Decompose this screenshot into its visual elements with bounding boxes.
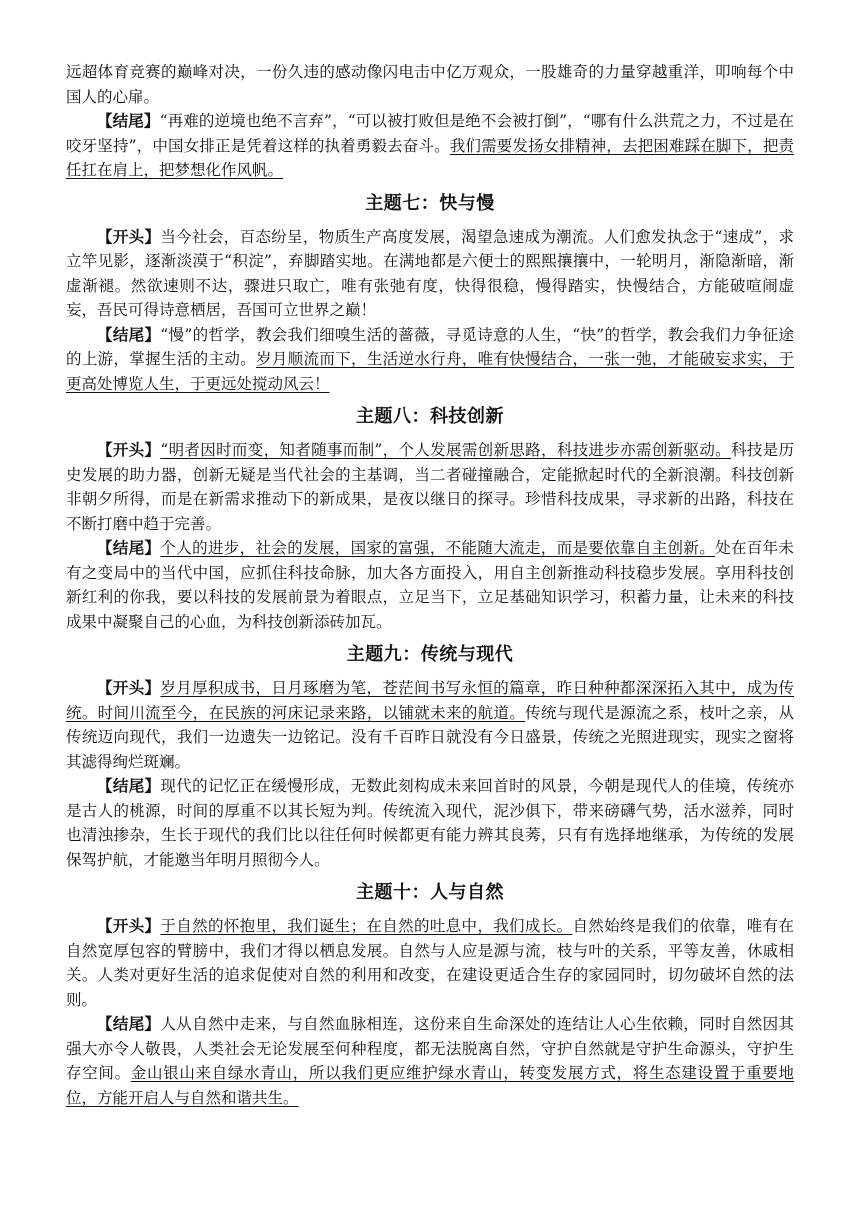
underlined-sentence: 个人的进步，社会的发展，国家的富强，不能随大流走，而是要依靠自主创新。: [160, 539, 716, 557]
opening-paragraph: 【开头】岁月厚积成书，日月琢磨为笔，苍茫间书写永恒的篇章，昨日种种都深深拓入其中，成为传统。时间川流至今，在民族的河床记录来路，以铺就未来的航道。传统与现代是源流之系，枝叶之亲，从传统迈向现代，我们一边遗失一边铭记。没有千百昨日就没有今日盛景，传统之光照进现实，现实之窗将其滤得绚烂斑斓。: [66, 678, 794, 771]
underlined-sentence: 岁月顺流而下，生活逆水行舟，唯有快慢结合，一张一弛，才能破妄求实，于更高处博览人生，于更远处搅动风云！: [66, 350, 794, 393]
ending-label: 【结尾】: [97, 776, 161, 795]
topic-section-9: [66, 640, 794, 872]
topic-section-7: [66, 189, 794, 397]
opening-label: 【开头】: [97, 226, 161, 246]
ending-paragraph: 【结尾】个人的进步，社会的发展，国家的富强，不能随大流走，而是要依靠自主创新。处在百年未有之变局中的当代中国，应抓住科技命脉，加大各方面投入，用自主创新推动科技稳步发展。享用科技创新红利的你我，要以科技的发展前景为着眼点，立足当下，立足基础知识学习，积蓄力量，让未来的科技成果中凝聚自己的心血，为科技创新添砖加瓦。: [66, 538, 794, 631]
opening-label: 【开头】: [97, 440, 161, 459]
opening-label: 【开头】: [97, 678, 161, 697]
underlined-sentence: 于自然的怀抱里，我们诞生；在自然的吐息中，我们成长。: [160, 917, 573, 935]
underlined-sentence: 金山银山来自绿水青山，所以我们更应维护绿水青山，转变发展方式，将生态建设置于重要地位，方能开启人与自然和谐共生。: [66, 1064, 794, 1107]
underlined-sentence: 我们需要发扬女排精神，去把困难踩在脚下，把责任扛在肩上，把梦想化作风帆。: [66, 136, 794, 179]
opening-paragraph: 【开头】于自然的怀抱里，我们诞生；在自然的吐息中，我们成长。自然始终是我们的依靠，唯有在自然宽厚包容的臂膀中，我们才得以栖息发展。自然与人应是源与流，枝与叶的关系，平等友善，休戚相关。人类对更好生活的追求促使对自然的利用和改变，在建设更适合生存的家园同时，切勿破坏自然的法则。: [66, 916, 794, 1009]
topic-title: 主题十：人与自然: [356, 882, 504, 903]
intro-section: [66, 60, 794, 183]
ending-label: 【结尾】: [97, 538, 161, 557]
opening-label: 【开头】: [97, 916, 161, 935]
underlined-sentence: “明者因时而变，知者随事而制”，个人发展需创新思路，科技进步亦需创新驱动。: [160, 441, 731, 459]
topic-section-10: [66, 878, 794, 1110]
ending-label: 【结尾】: [97, 324, 161, 344]
ending-paragraph: 【结尾】“慢”的哲学，教会我们细嗅生活的蔷薇，寻觅诗意的人生，“快”的哲学，教会我们力争征途的上游，掌握生活的主动。岁月顺流而下，生活逆水行舟，唯有快慢结合，一张一弛，才能破妄求实，于更高处博览人生，于更远处搅动风云！: [66, 324, 794, 393]
underlined-sentence: 岁月厚积成书，日月琢磨为笔，苍茫间书写永恒的篇章，昨日种种都深深拓入其中，成为传统。时间川流至今，在民族的河床记录来路，以铺就未来的航道。: [66, 679, 794, 722]
ending-label: 【结尾】: [97, 1014, 161, 1033]
ending-paragraph: 【结尾】人从自然中走来，与自然血脉相连，这份来自生命深处的连结让人心生依赖，同时自然因其强大亦令人敬畏，人类社会无论发展至何种程度，都无法脱离自然，守护自然就是守护生命源头，守护生存空间。金山银山来自绿水青山，所以我们更应维护绿水青山，转变发展方式，将生态建设置于重要地位，方能开启人与自然和谐共生。: [66, 1014, 794, 1107]
ending-label: 【结尾】: [97, 111, 160, 130]
intro-paragraph: 远超体育竞赛的巅峰对决，一份久违的感动像闪电击中亿万观众，一股雄奇的力量穿越重洋，叩响每个中国人的心扉。: [66, 63, 794, 106]
intro-ending-paragraph: 【结尾】“再难的逆境也绝不言弃”，“可以被打败但是绝不会被打倒”，“哪有什么洪荒之力，不过是在咬牙坚持”，中国女排正是凭着这样的执着勇毅去奋斗。我们需要发扬女排精神，去把困难踩在脚下，把责任扛在肩上，把梦想化作风帆。: [66, 111, 794, 179]
topic-title: 主题七：快与慢: [365, 192, 495, 214]
opening-paragraph: 【开头】当今社会，百态纷呈，物质生产高度发展，渴望急速成为潮流。人们愈发执念于“速成”，求立竿见影，逐渐淡漠于“积淀”，弃脚踏实地。在满地都是六便士的熙熙攘攘中，一轮明月，渐隐渐暗，渐虚渐褪。然欲速则不达，骤进只取亡，唯有张弛有度，快得很稳，慢得踏实，快慢结合，方能破喧闹虚妄，吾民可得诗意栖居，吾国可立世界之巅！: [66, 226, 794, 319]
ending-paragraph: 【结尾】现代的记忆正在缓慢形成，无数此刻构成未来回首时的风景，今朝是现代人的佳境，传统亦是古人的桃源，时间的厚重不以其长短为判。传统流入现代，泥沙俱下，带来磅礴气势，活水滋养，同时也清浊掺杂，生长于现代的我们比以往任何时候都更有能力辨其良莠，只有有选择地继承，为传统的发展保驾护航，才能邀当年明月照彻今人。: [66, 776, 794, 869]
topic-title: 主题八：科技创新: [356, 406, 504, 427]
opening-paragraph: 【开头】“明者因时而变，知者随事而制”，个人发展需创新思路，科技进步亦需创新驱动。科技是历史发展的助力器，创新无疑是当代社会的主基调，当二者碰撞融合，定能掀起时代的全新浪潮。科技创新非朝夕所得，而是在新需求推动下的新成果，是夜以继日的探寻。珍惜科技成果，寻求新的出路，科技在不断打磨中趋于完善。: [66, 440, 794, 533]
topic-section-8: [66, 402, 794, 634]
topic-title: 主题九：传统与现代: [346, 644, 514, 665]
